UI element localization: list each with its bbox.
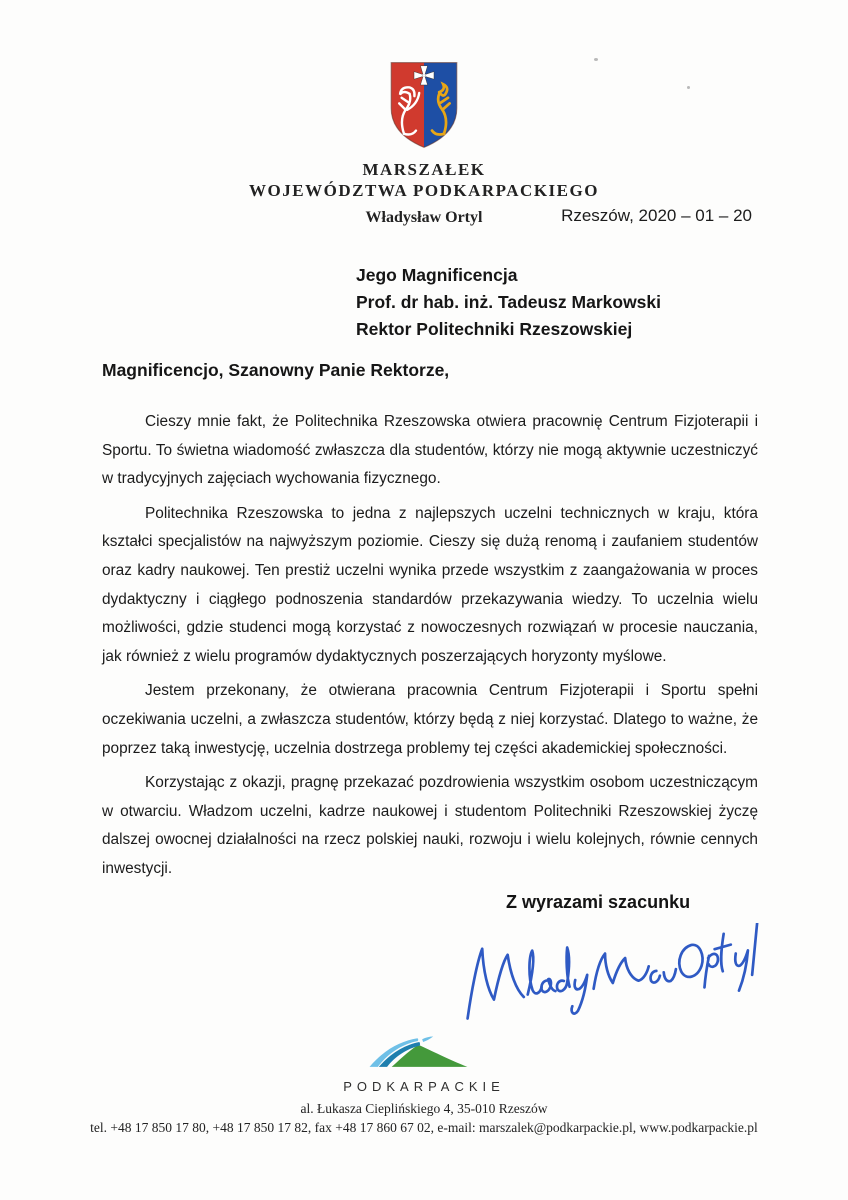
letterhead [0, 60, 848, 227]
letterhead-title-line1: MARSZAŁEK [362, 160, 486, 179]
closing-phrase: Z wyrazami szacunku [506, 891, 691, 912]
recipient-line3: Rektor Politechniki Rzeszowskiej [356, 319, 633, 339]
letterhead-title [0, 159, 848, 201]
footer-logo-text: PODKARPACKIE [343, 1079, 505, 1094]
salutation: Magnificencjo, Szanowny Panie Rektorze, [102, 360, 450, 380]
footer-logo [0, 1036, 848, 1094]
coat-of-arms-icon [388, 60, 460, 150]
recipient-line1: Jego Magnificencja [356, 265, 518, 285]
footer-address-line2: tel. +48 17 850 17 80, +48 17 850 17 82, fax +48 17 860 67 02, e-mail: marszalek@podkarpackie.pl, www.podkarpackie.pl [90, 1120, 758, 1135]
letterhead-name: Władysław Ortyl [365, 209, 483, 226]
body-paragraph: Politechnika Rzeszowska to jedna z najlepszych uczelni technicznych w kraju, która kształci specjalistów na najwyższym poziomie. Cieszy się dużą renomą i zaufaniem studentów oraz kadry naukowej. Ten prestiż uczelni wynika przede wszystkim z zaangażowania w proces dydaktyczny i ciągłego podnoszenia standardów przekazywania wiedzy. To uczelnia wielu możliwości, gdzie studenci mogą korzystać z nowoczesnych rozwiązań w procesie nauczania, jak również z wielu programów dydaktycznych poszerzających horyzonty myślowe. [102, 504, 758, 665]
dateline: Rzeszów, 2020 – 01 – 20 [561, 206, 752, 225]
recipient-line2: Prof. dr hab. inż. Tadeusz Markowski [356, 292, 662, 312]
podkarpackie-logo-icon [364, 1036, 484, 1072]
body-paragraph: Cieszy mnie fakt, że Politechnika Rzeszowska otwiera pracownię Centrum Fizjoterapii i Sportu. To świetna wiadomość zwłaszcza dla studentów, którzy nie mogą aktywnie uczestniczyć w tradycyjnych zajęciach wychowania fizycznego. [102, 413, 758, 488]
scan-speck [594, 58, 598, 61]
footer-address [0, 1099, 848, 1137]
logo-top-tick [422, 1036, 433, 1042]
recipient-block [356, 262, 661, 343]
letterhead-title-line2: WOJEWÓDZTWA PODKARPACKIEGO [249, 181, 599, 200]
signature-handwriting [454, 923, 764, 1027]
body-paragraph: Jestem przekonany, że otwierana pracownia Centrum Fizjoterapii i Sportu spełni oczekiwania uczelni, a zwłaszcza studentów, którzy będą z niej korzystać. Dlatego to ważne, że poprzez taką inwestycję, uczelnia dostrzega problemy tej części akademickiej społeczności. [102, 682, 758, 757]
footer-address-line1: al. Łukasza Cieplińskiego 4, 35-010 Rzeszów [300, 1101, 548, 1116]
body-paragraph: Korzystając z okazji, pragnę przekazać pozdrowienia wszystkim osobom uczestniczącym w otwarciu. Władzom uczelni, kadrze naukowej i studentom Politechniki Rzeszowskiej życzę dalszej owocnej działalności na rzecz polskiej nauki, rozwoju i wielu kolejnych, równie cennych inwestycji. [102, 774, 758, 877]
letter-body [102, 360, 758, 1032]
scan-speck [687, 86, 690, 89]
